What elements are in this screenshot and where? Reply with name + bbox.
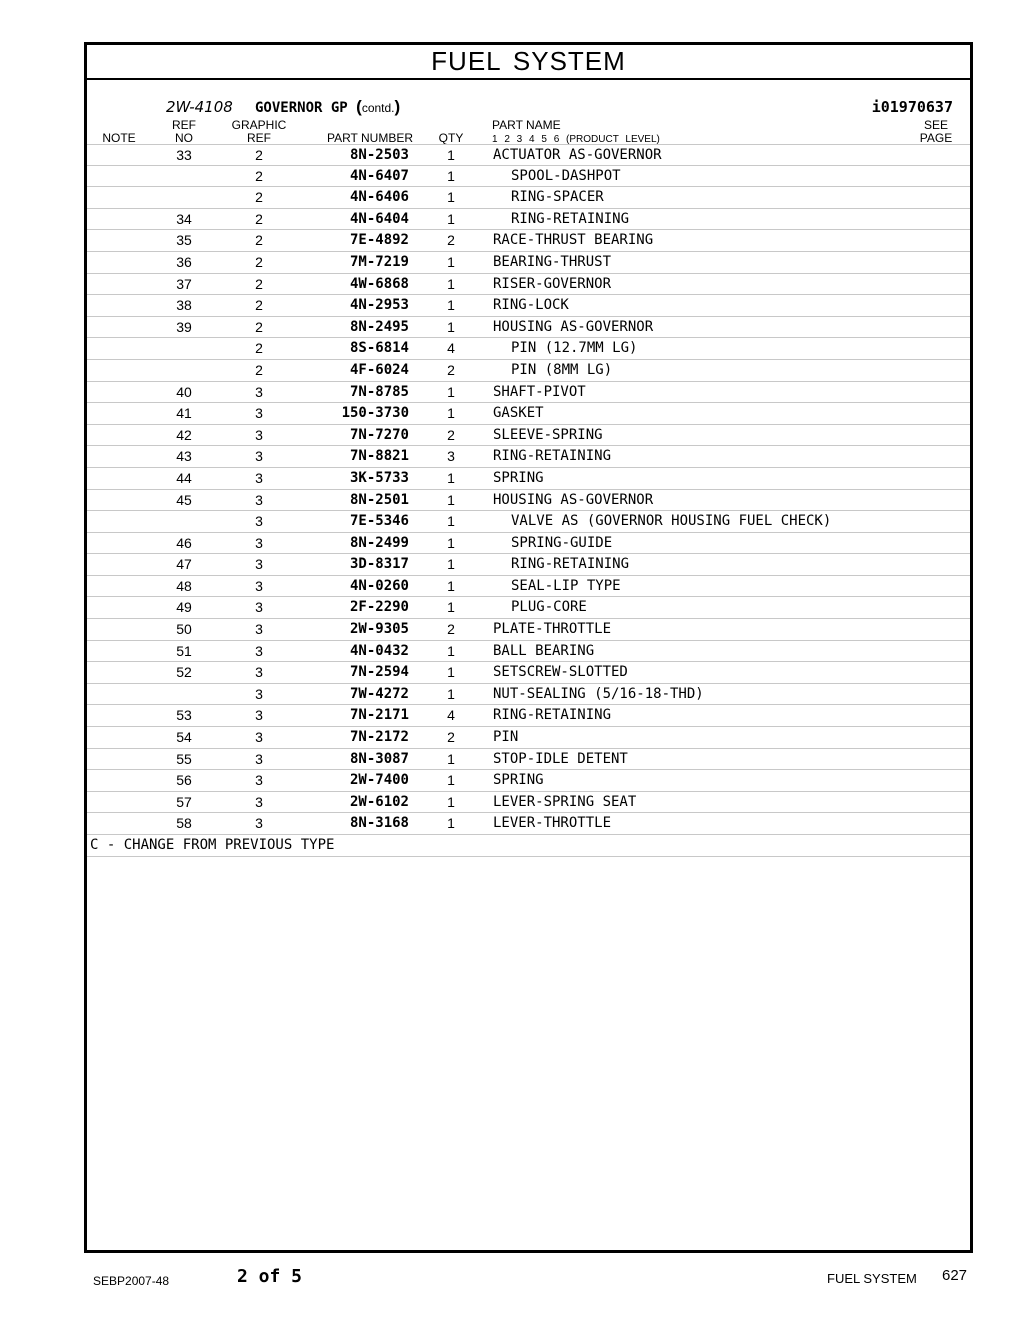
part-name-cell: SPRING <box>493 772 544 789</box>
part-name-cell: SHAFT-PIVOT <box>493 383 586 400</box>
qty-cell: 1 <box>447 534 455 551</box>
qty-cell: 1 <box>447 297 455 314</box>
part-number-cell: 8N-2501 <box>349 491 409 508</box>
footer-page-of: 2 of 5 <box>237 1266 303 1287</box>
graphic-ref-cell: 3 <box>255 664 263 681</box>
part-number-cell: 8N-2503 <box>349 147 409 163</box>
part-name-cell: SPOOL-DASHPOT <box>511 167 621 184</box>
part-name-cell: RACE-THRUST BEARING <box>493 232 654 249</box>
part-number-cell: 4N-6406 <box>349 189 409 206</box>
part-name-cell: SETSCREW-SLOTTED <box>493 664 628 681</box>
qty-cell: 1 <box>447 685 455 702</box>
ref-no-cell: 38 <box>176 297 192 314</box>
part-name-cell: SEAL-LIP TYPE <box>511 577 621 594</box>
ref-no-cell: 40 <box>176 383 192 400</box>
part-number-cell: 8N-2495 <box>349 318 409 335</box>
part-number-cell: 4N-0260 <box>349 577 409 594</box>
footer-section: FUEL SYSTEM <box>827 1271 917 1286</box>
part-name-cell: RING-RETAINING <box>493 707 612 724</box>
graphic-ref-cell: 2 <box>255 361 263 378</box>
table-row <box>87 446 970 468</box>
ref-no-cell: 47 <box>176 556 192 573</box>
graphic-ref-cell: 3 <box>255 815 263 832</box>
graphic-ref-cell: 3 <box>255 685 263 702</box>
header-note: NOTE <box>102 131 136 145</box>
qty-cell: 1 <box>447 793 455 810</box>
ref-no-cell: 39 <box>176 318 192 335</box>
footer-page-number: 627 <box>942 1267 968 1284</box>
table-row <box>87 209 970 231</box>
header-qty: QTY <box>438 131 464 145</box>
open-paren: ( <box>356 97 362 116</box>
header-see-page-line2: PAGE <box>919 131 953 145</box>
table-row <box>87 274 970 296</box>
graphic-ref-cell: 2 <box>255 340 263 357</box>
qty-cell: 1 <box>447 556 455 573</box>
qty-cell: 2 <box>447 621 455 638</box>
qty-cell: 1 <box>447 513 455 530</box>
graphic-ref-cell: 3 <box>255 599 263 616</box>
part-name-cell: RING-LOCK <box>493 297 569 314</box>
part-name-cell: LEVER-THROTTLE <box>493 815 612 832</box>
part-name-cell: SLEEVE-SPRING <box>493 426 603 443</box>
table-row <box>87 554 970 576</box>
header-see-page-line1: SEE <box>923 118 948 132</box>
part-number-cell: 4N-0432 <box>349 642 409 659</box>
graphic-ref-cell: 3 <box>255 729 263 746</box>
part-name-cell: RING-SPACER <box>511 189 604 206</box>
header-part-number: PART NUMBER <box>326 131 413 145</box>
group-number: 2W-4108 <box>166 98 233 116</box>
qty-cell: 1 <box>447 577 455 594</box>
graphic-ref-cell: 2 <box>255 232 263 249</box>
ref-no-cell: 54 <box>176 729 192 746</box>
page-title: FUEL SYSTEM <box>87 45 970 80</box>
part-number-cell: 4W-6868 <box>349 275 409 292</box>
qty-cell: 1 <box>447 189 455 206</box>
group-name-text: GOVERNOR GP <box>255 100 348 116</box>
page-frame <box>84 42 973 1253</box>
graphic-ref-cell: 2 <box>255 147 263 163</box>
table-row <box>87 597 970 619</box>
header-ref-no-line1: REF <box>172 118 196 132</box>
qty-cell: 2 <box>447 426 455 443</box>
table-row <box>87 792 970 814</box>
ref-no-cell: 51 <box>176 642 192 659</box>
header-part-name <box>492 119 660 146</box>
footer-doc-number: SEBP2007-48 <box>93 1274 170 1288</box>
part-name-cell: SPRING <box>493 469 544 486</box>
table-row <box>87 662 970 684</box>
header-graphic-ref-line1: GRAPHIC <box>231 118 287 132</box>
group-name <box>255 97 400 117</box>
parts-table <box>87 144 970 857</box>
table-row <box>87 468 970 490</box>
graphic-ref-cell: 3 <box>255 621 263 638</box>
part-name-cell: RING-RETAINING <box>511 210 630 227</box>
part-number-cell: 7N-2171 <box>349 707 409 724</box>
qty-cell: 1 <box>447 318 455 335</box>
part-name-cell: LEVER-SPRING SEAT <box>493 793 637 810</box>
graphic-ref-cell: 2 <box>255 210 263 227</box>
part-name-cell: BALL BEARING <box>493 642 595 659</box>
qty-cell: 1 <box>447 599 455 616</box>
ref-no-cell: 35 <box>176 232 192 249</box>
table-row <box>87 770 970 792</box>
qty-cell: 1 <box>447 815 455 832</box>
part-number-cell: 7E-5346 <box>349 513 409 530</box>
table-row <box>87 533 970 555</box>
table-row <box>87 511 970 533</box>
table-row <box>87 166 970 188</box>
header-see-page <box>916 119 956 145</box>
table-row <box>87 684 970 706</box>
graphic-ref-cell: 3 <box>255 448 263 465</box>
graphic-ref-cell: 3 <box>255 707 263 724</box>
header-ref-no <box>159 119 209 145</box>
graphic-ref-cell: 3 <box>255 469 263 486</box>
part-number-cell: 7E-4892 <box>349 232 409 249</box>
ref-no-cell: 52 <box>176 664 192 681</box>
header-product-level: 1 2 3 4 5 6 (PRODUCT LEVEL) <box>492 134 660 145</box>
qty-cell: 1 <box>447 253 455 270</box>
graphic-ref-cell: 2 <box>255 167 263 184</box>
table-row <box>87 813 970 835</box>
qty-cell: 4 <box>447 707 455 724</box>
qty-cell: 1 <box>447 664 455 681</box>
part-number-cell: 150-3730 <box>341 405 409 422</box>
qty-cell: 1 <box>447 469 455 486</box>
table-row <box>87 295 970 317</box>
close-paren: ) <box>394 97 401 116</box>
part-name-cell: VALVE AS (GOVERNOR HOUSING FUEL CHECK) <box>511 513 832 530</box>
header-graphic-ref-line2: REF <box>247 131 271 145</box>
part-name-cell: STOP-IDLE DETENT <box>493 750 628 767</box>
table-row <box>87 317 970 339</box>
qty-cell: 2 <box>447 232 455 249</box>
graphic-ref-cell: 2 <box>255 318 263 335</box>
qty-cell: 1 <box>447 750 455 767</box>
part-number-cell: 4N-2953 <box>349 297 409 314</box>
ref-no-cell: 42 <box>176 426 192 443</box>
graphic-ref-cell: 3 <box>255 383 263 400</box>
footnote: C - CHANGE FROM PREVIOUS TYPE <box>87 835 970 857</box>
part-name-cell: RISER-GOVERNOR <box>493 275 612 292</box>
ref-no-cell: 50 <box>176 621 192 638</box>
part-number-cell: 8N-3087 <box>349 750 409 767</box>
part-number-cell: 7N-8785 <box>349 383 409 400</box>
header-ref-no-line2: NO <box>175 131 193 145</box>
graphic-ref-cell: 3 <box>255 750 263 767</box>
table-row <box>87 187 970 209</box>
ref-no-cell: 44 <box>176 469 192 486</box>
qty-cell: 2 <box>447 729 455 746</box>
ref-no-cell: 53 <box>176 707 192 724</box>
graphic-ref-cell: 3 <box>255 642 263 659</box>
ref-no-cell: 57 <box>176 793 192 810</box>
part-name-cell: PLATE-THROTTLE <box>493 621 612 638</box>
part-number-cell: 7N-7270 <box>349 426 409 443</box>
header-part-name-label: PART NAME <box>492 118 561 132</box>
part-name-cell: PIN (8MM LG) <box>511 361 613 378</box>
qty-cell: 1 <box>447 772 455 789</box>
graphic-ref-cell: 3 <box>255 577 263 594</box>
ref-no-cell: 45 <box>176 491 192 508</box>
ref-no-cell: 36 <box>176 253 192 270</box>
qty-cell: 1 <box>447 405 455 422</box>
part-name-cell: ACTUATOR AS-GOVERNOR <box>493 147 662 163</box>
qty-cell: 3 <box>447 448 455 465</box>
ref-no-cell: 34 <box>176 210 192 227</box>
part-number-cell: 3D-8317 <box>349 556 409 573</box>
ref-no-cell: 41 <box>176 405 192 422</box>
table-row <box>87 403 970 425</box>
qty-cell: 1 <box>447 167 455 184</box>
ref-no-cell: 55 <box>176 750 192 767</box>
qty-cell: 1 <box>447 491 455 508</box>
table-row <box>87 749 970 771</box>
table-row <box>87 619 970 641</box>
ref-no-cell: 56 <box>176 772 192 789</box>
part-number-cell: 2W-7400 <box>349 772 409 789</box>
ref-no-cell: 58 <box>176 815 192 832</box>
graphic-ref-cell: 3 <box>255 534 263 551</box>
part-name-cell: RING-RETAINING <box>511 556 630 573</box>
part-name-cell: GASKET <box>493 405 544 422</box>
qty-cell: 1 <box>447 275 455 292</box>
graphic-ref-cell: 3 <box>255 491 263 508</box>
table-row <box>87 252 970 274</box>
qty-cell: 2 <box>447 361 455 378</box>
part-name-cell: RING-RETAINING <box>493 448 612 465</box>
graphic-ref-cell: 2 <box>255 253 263 270</box>
group-contd: contd. <box>361 101 395 115</box>
graphic-ref-cell: 3 <box>255 772 263 789</box>
part-number-cell: 8N-3168 <box>349 815 409 832</box>
qty-cell: 1 <box>447 147 455 163</box>
table-row <box>87 144 970 166</box>
part-number-cell: 7N-8821 <box>349 448 409 465</box>
part-number-cell: 2F-2290 <box>349 599 409 616</box>
graphic-ref-cell: 3 <box>255 556 263 573</box>
part-number-cell: 8N-2499 <box>349 534 409 551</box>
part-number-cell: 3K-5733 <box>349 469 409 486</box>
part-number-cell: 8S-6814 <box>349 340 409 357</box>
part-number-cell: 4F-6024 <box>349 361 409 378</box>
part-name-cell: HOUSING AS-GOVERNOR <box>493 318 654 335</box>
graphic-ref-cell: 3 <box>255 405 263 422</box>
part-number-cell: 4N-6404 <box>349 210 409 227</box>
table-row <box>87 382 970 404</box>
part-number-cell: 7N-2594 <box>349 664 409 681</box>
ref-no-cell: 49 <box>176 599 192 616</box>
graphic-ref-cell: 3 <box>255 426 263 443</box>
part-name-cell: HOUSING AS-GOVERNOR <box>493 491 654 508</box>
graphic-ref-cell: 2 <box>255 297 263 314</box>
table-row <box>87 338 970 360</box>
table-row <box>87 727 970 749</box>
illustration-id: i01970637 <box>871 98 953 116</box>
part-name-cell: NUT-SEALING (5/16-18-THD) <box>493 685 704 702</box>
ref-no-cell: 43 <box>176 448 192 465</box>
table-row <box>87 490 970 512</box>
table-row <box>87 425 970 447</box>
part-name-cell: PIN (12.7MM LG) <box>511 340 638 357</box>
table-row <box>87 705 970 727</box>
part-number-cell: 2W-6102 <box>349 793 409 810</box>
graphic-ref-cell: 2 <box>255 275 263 292</box>
table-row <box>87 576 970 598</box>
graphic-ref-cell: 3 <box>255 793 263 810</box>
part-number-cell: 7N-2172 <box>349 729 409 746</box>
graphic-ref-cell: 3 <box>255 513 263 530</box>
table-row <box>87 360 970 382</box>
part-name-cell: SPRING-GUIDE <box>511 534 613 551</box>
qty-cell: 1 <box>447 642 455 659</box>
part-number-cell: 7W-4272 <box>349 685 409 702</box>
part-number-cell: 7M-7219 <box>349 253 409 270</box>
table-row <box>87 230 970 252</box>
table-row <box>87 641 970 663</box>
ref-no-cell: 37 <box>176 275 192 292</box>
qty-cell: 4 <box>447 340 455 357</box>
part-name-cell: PIN <box>493 729 519 746</box>
ref-no-cell: 46 <box>176 534 192 551</box>
ref-no-cell: 48 <box>176 577 192 594</box>
ref-no-cell: 33 <box>176 147 192 163</box>
qty-cell: 1 <box>447 383 455 400</box>
part-name-cell: PLUG-CORE <box>511 599 587 616</box>
part-name-cell: BEARING-THRUST <box>493 253 612 270</box>
part-number-cell: 4N-6407 <box>349 167 409 184</box>
graphic-ref-cell: 2 <box>255 189 263 206</box>
part-number-cell: 2W-9305 <box>349 621 409 638</box>
qty-cell: 1 <box>447 210 455 227</box>
header-graphic-ref <box>229 119 289 145</box>
